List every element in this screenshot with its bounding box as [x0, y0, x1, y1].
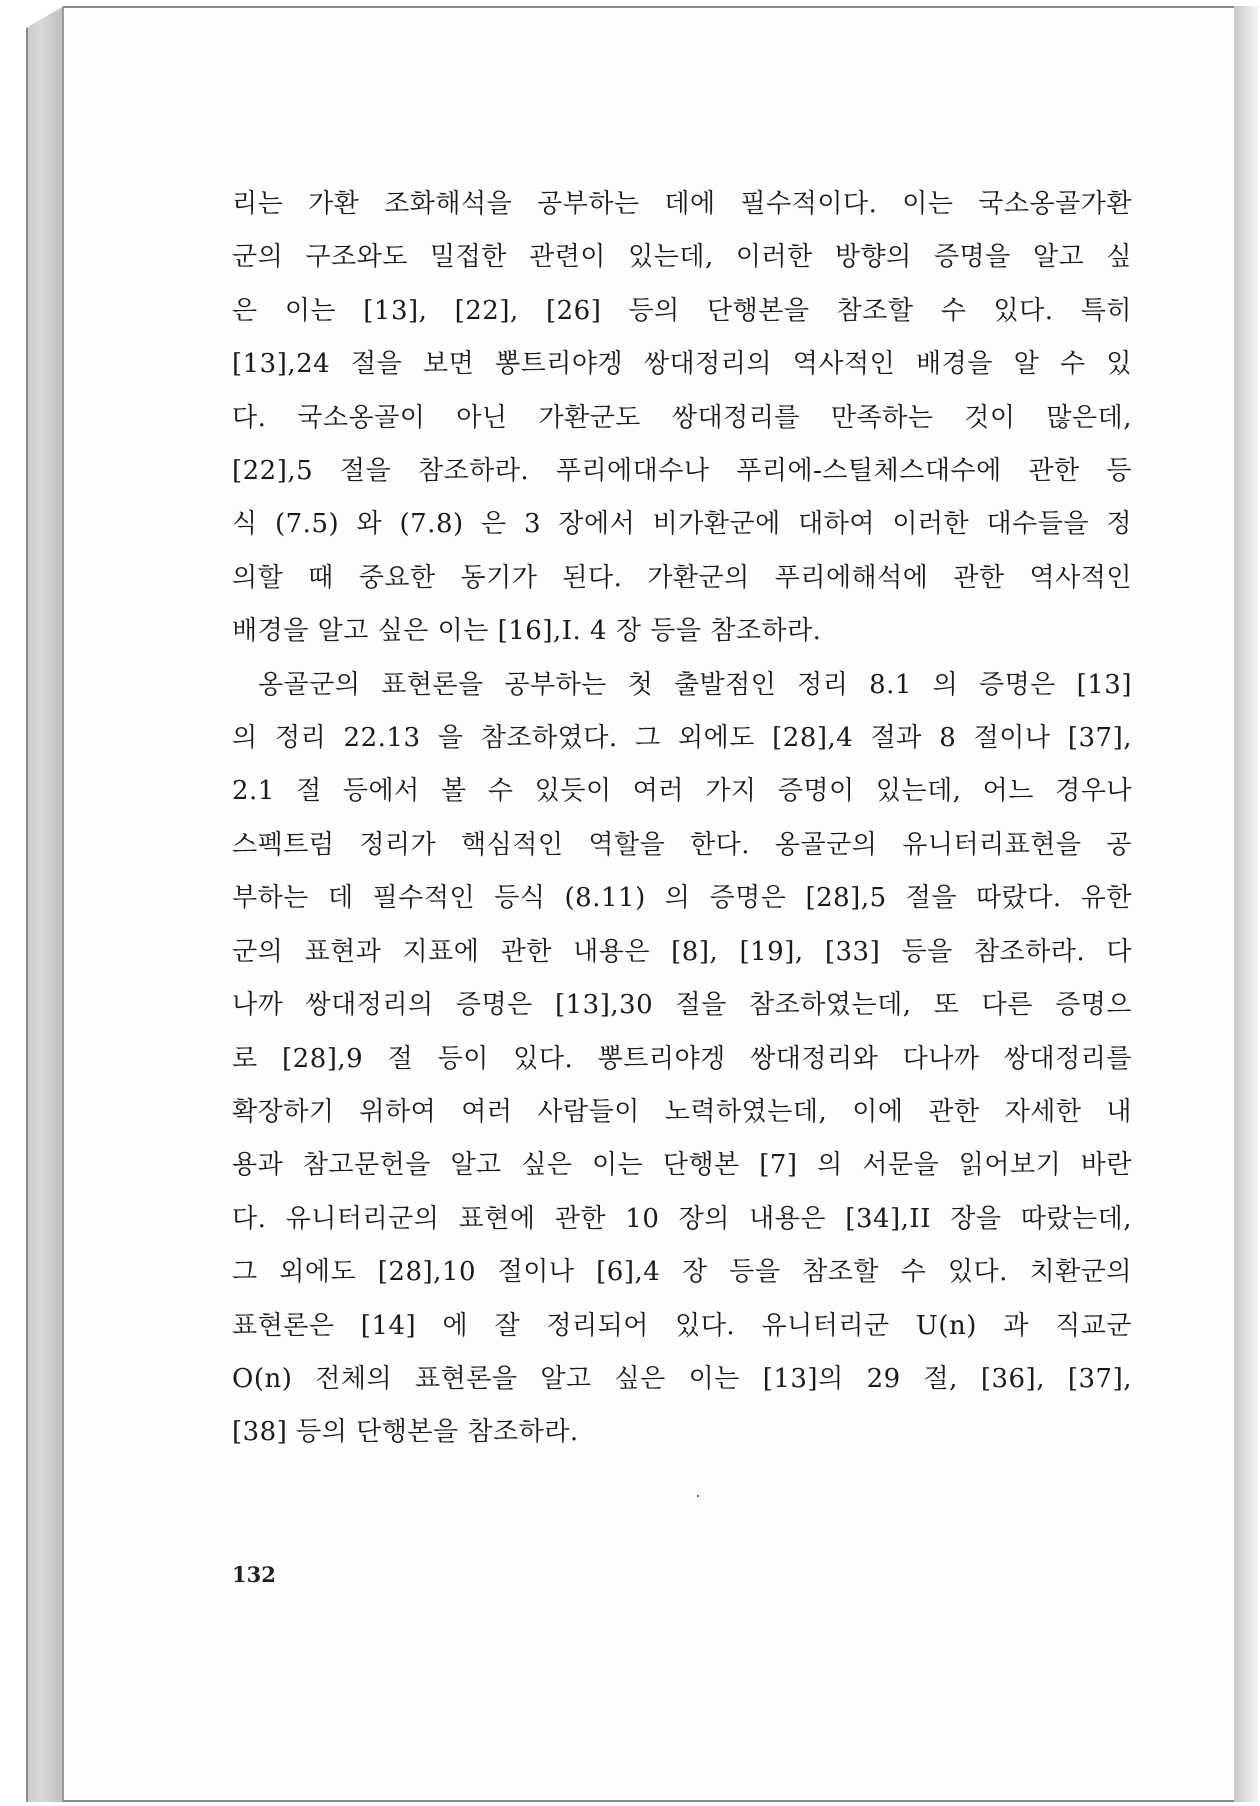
text-line: [13],24 절을 보면 뽕트리야겡 쌍대정리의 역사적인 배경을 알 수 있: [232, 349, 1132, 380]
text-line: 군의 구조와도 밀접한 관련이 있는데, 이러한 방향의 증명을 알고 싶: [232, 242, 1132, 273]
text-line: 다. 국소옹골이 아닌 가환군도 쌍대정리를 만족하는 것이 많은데,: [232, 402, 1132, 433]
body-text: [232, 178, 1132, 1460]
scan-speck: [697, 1495, 699, 1497]
text-line: 용과 참고문헌을 알고 싶은 이는 단행본 [7] 의 서문을 읽어보기 바란: [232, 1150, 1132, 1181]
text-line: O(n) 전체의 표현론을 알고 싶은 이는 [13]의 29 절, [36], [37],: [232, 1363, 1132, 1394]
text-line: [38] 등의 단행본을 참조하라.: [232, 1417, 579, 1448]
text-line: 다. 유니터리군의 표현에 관한 10 장의 내용은 [34],II 장을 따랐는데,: [232, 1203, 1132, 1234]
text-line: 표현론은 [14] 에 잘 정리되어 있다. 유니터리군 U(n) 과 직교군: [232, 1310, 1132, 1341]
text-line: 그 외에도 [28],10 절이나 [6],4 장 등을 참조할 수 있다. 치환군의: [232, 1257, 1132, 1288]
text-line: 식 (7.5) 와 (7.8) 은 3 장에서 비가환군에 대하여 이러한 대수들을 정: [232, 509, 1132, 540]
text-line: [22],5 절을 참조하라. 푸리에대수나 푸리에-스틸체스대수에 관한 등: [232, 456, 1132, 487]
text-line: 2.1 절 등에서 볼 수 있듯이 여러 가지 증명이 있는데, 어느 경우나: [232, 776, 1132, 807]
spine-edge: [26, 28, 28, 1802]
page-number: 132: [232, 1562, 276, 1587]
text-line: 확장하기 위하여 여러 사람들이 노력하였는데, 이에 관한 자세한 내: [232, 1096, 1132, 1127]
text-line: 군의 표현과 지표에 관한 내용은 [8], [19], [33] 등을 참조하라. 다: [232, 936, 1132, 967]
paragraph-1: [232, 178, 1132, 659]
text-line: 부하는 데 필수적인 등식 (8.11) 의 증명은 [28],5 절을 따랐다. 유한: [232, 883, 1132, 914]
page-left-edge: [62, 6, 64, 1802]
text-line: 로 [28],9 절 등이 있다. 뽕트리야겡 쌍대정리와 다나까 쌍대정리를: [232, 1043, 1132, 1074]
text-line: 의할 때 중요한 동기가 된다. 가환군의 푸리에해석에 관한 역사적인: [232, 562, 1132, 593]
text-line: 은 이는 [13], [22], [26] 등의 단행본을 참조할 수 있다. 특히: [232, 295, 1132, 326]
text-line: 의 정리 22.13 을 참조하였다. 그 외에도 [28],4 절과 8 절이나 [37],: [232, 723, 1132, 754]
text-line: 나까 쌍대정리의 증명은 [13],30 절을 참조하였는데, 또 다른 증명으: [232, 990, 1132, 1021]
text-line: 배경을 알고 싶은 이는 [16],I. 4 장 등을 참조하라.: [232, 616, 822, 647]
text-line: 옹골군의 표현론을 공부하는 첫 출발점인 정리 8.1 의 증명은 [13]: [258, 669, 1132, 700]
page-right-edge: [1234, 6, 1258, 1802]
text-line: 스펙트럼 정리가 핵심적인 역할을 한다. 옹골군의 유니터리표현을 공: [232, 829, 1132, 860]
text-line: 리는 가환 조화해석을 공부하는 데에 필수적이다. 이는 국소옹골가환: [232, 189, 1132, 219]
paragraph-2: [232, 659, 1132, 1460]
book-spine: [26, 6, 64, 1802]
